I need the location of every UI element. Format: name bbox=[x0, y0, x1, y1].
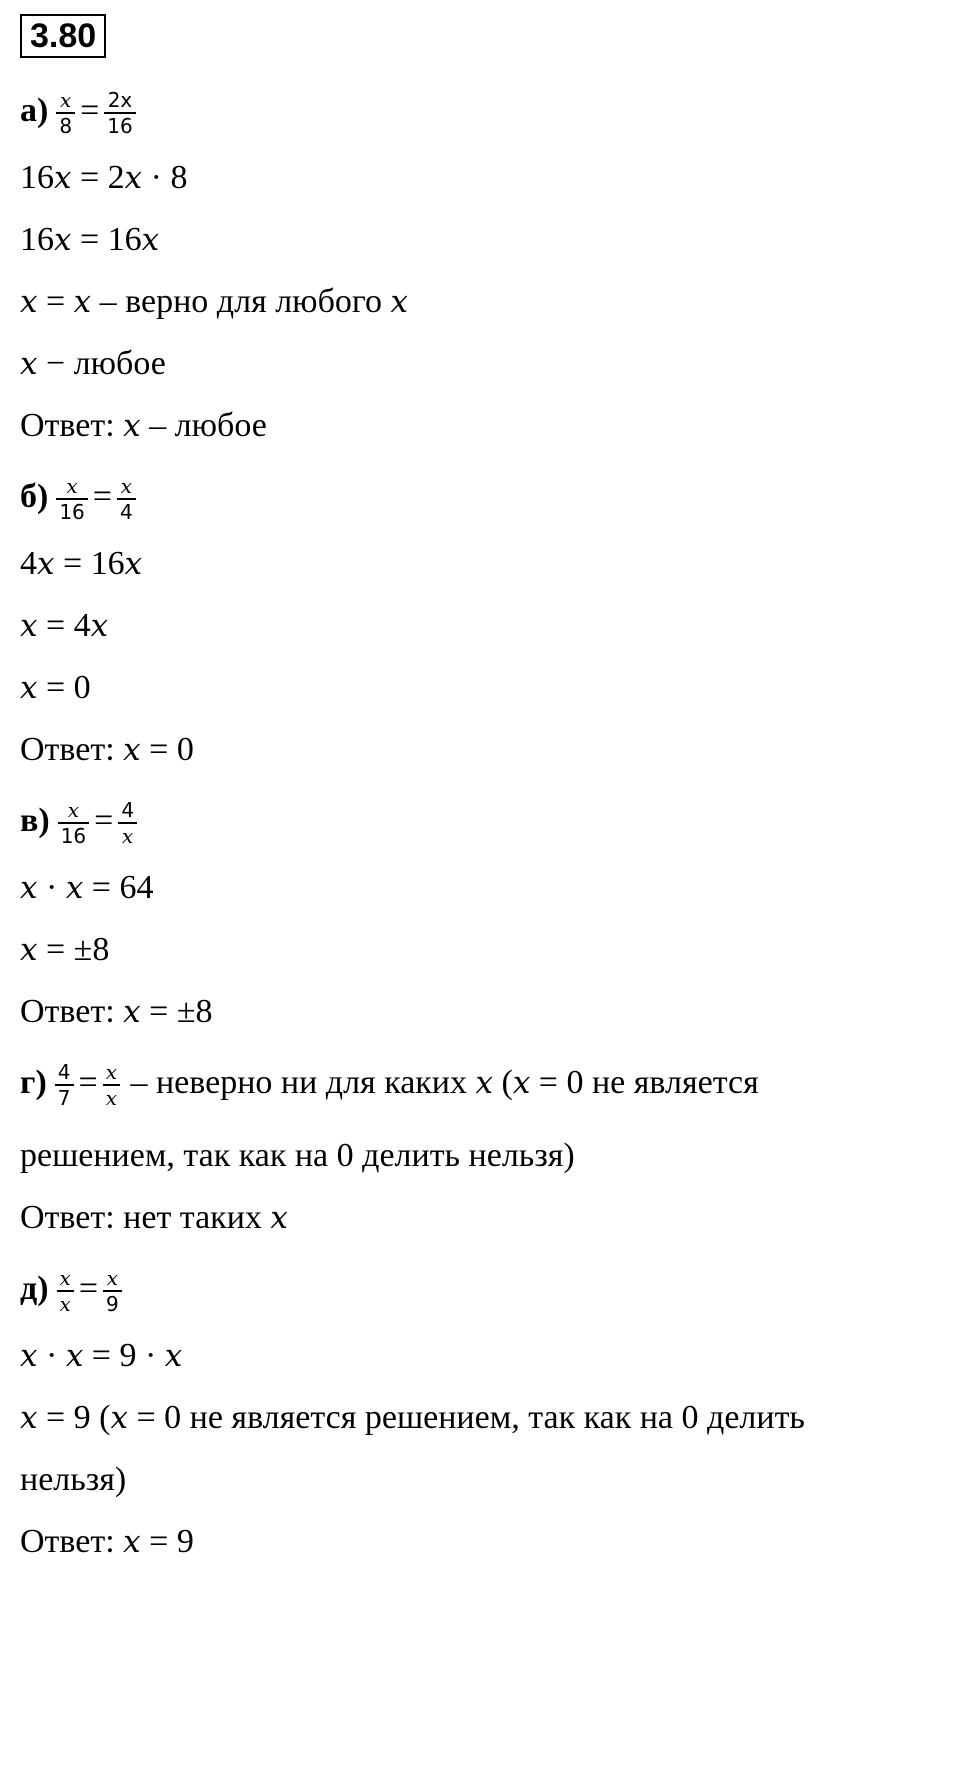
part-b-answer: Ответ: x = 0 bbox=[20, 731, 194, 768]
part-label: а) bbox=[20, 91, 49, 129]
part-label: б) bbox=[20, 477, 49, 515]
part-d-answer: Ответ: нет таких x bbox=[20, 1199, 288, 1236]
fraction: $\frac{x}{x}$ bbox=[57, 1266, 74, 1316]
part-c-answer: Ответ: x = ±8 bbox=[20, 993, 213, 1030]
fraction: $\frac{2x}{16}$ bbox=[104, 88, 135, 138]
part-d-continuation: решением, так как на 0 делить нельзя) bbox=[20, 1137, 575, 1174]
fraction: $\frac{4}{7}$ bbox=[55, 1060, 74, 1110]
part-c-step-1: x · x = 64 bbox=[20, 869, 154, 906]
part-c-equation: в) $\frac{x}{16}$ = $\frac{4}{x}$ bbox=[20, 798, 139, 848]
fraction: $\frac{x}{8}$ bbox=[56, 88, 75, 138]
part-e-equation: д) $\frac{x}{x}$ = $\frac{x}{9}$ bbox=[20, 1266, 124, 1316]
part-label: в) bbox=[20, 801, 50, 839]
part-e-step-1: x · x = 9 · x bbox=[20, 1337, 183, 1374]
part-d-equation: г) $\frac{4}{7}$ = $\frac{x}{x}$ – неверно ни для каких x (x = 0 не является bbox=[20, 1060, 759, 1110]
part-a-answer: Ответ: x – любое bbox=[20, 407, 267, 444]
part-label: г) bbox=[20, 1063, 47, 1101]
fraction: $\frac{x}{16}$ bbox=[58, 798, 89, 848]
fraction: $\frac{x}{4}$ bbox=[117, 474, 136, 524]
fraction: $\frac{x}{16}$ bbox=[56, 474, 87, 524]
fraction: $\frac{x}{9}$ bbox=[103, 1266, 122, 1316]
part-b-equation: б) $\frac{x}{16}$ = $\frac{x}{4}$ bbox=[20, 474, 138, 524]
part-b-step-2: x = 4x bbox=[20, 607, 109, 644]
part-label: д) bbox=[20, 1269, 49, 1307]
part-a-step-4: x − любое bbox=[20, 345, 166, 382]
part-c-step-2: x = ±8 bbox=[20, 931, 110, 968]
fraction: $\frac{4}{x}$ bbox=[118, 798, 137, 848]
part-a-step-1: 16x = 2x · 8 bbox=[20, 159, 188, 196]
part-a-equation: а) $\frac{x}{8}$ = $\frac{2x}{16}$ bbox=[20, 88, 138, 138]
problem-number: 3.80 bbox=[20, 14, 106, 58]
part-b-step-1: 4x = 16x bbox=[20, 545, 143, 582]
part-e-answer: Ответ: x = 9 bbox=[20, 1523, 194, 1560]
part-e-continuation: нельзя) bbox=[20, 1461, 127, 1498]
part-b-step-3: x = 0 bbox=[20, 669, 91, 706]
part-a-step-3: x = x – верно для любого x bbox=[20, 283, 408, 320]
part-e-step-2: x = 9 (x = 0 не является решением, так как на 0 делить bbox=[20, 1399, 805, 1436]
part-a-step-2: 16x = 16x bbox=[20, 221, 160, 258]
fraction: $\frac{x}{x}$ bbox=[103, 1060, 120, 1110]
